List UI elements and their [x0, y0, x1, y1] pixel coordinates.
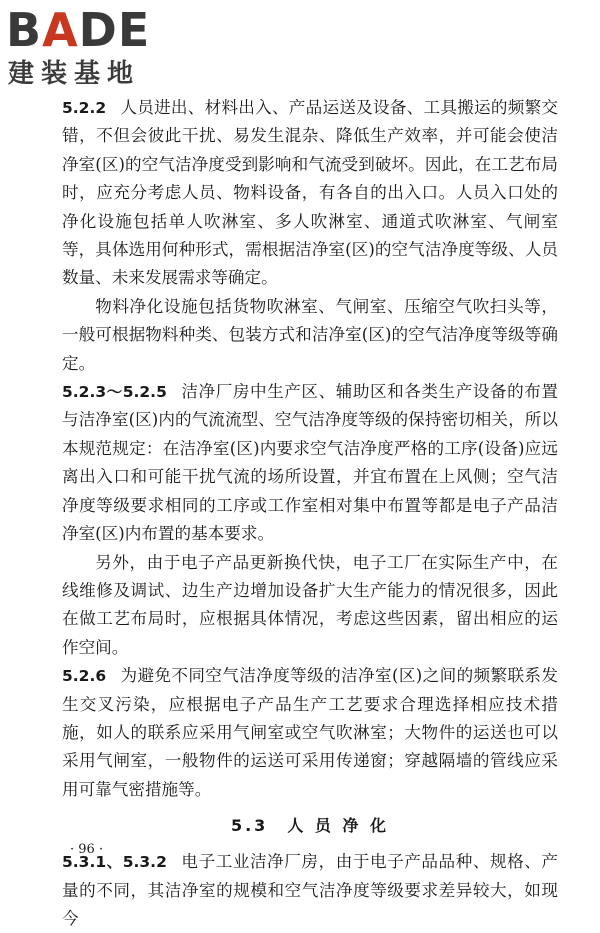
bade-logo: [6, 4, 176, 90]
clause-5-2-2: [62, 94, 558, 293]
paragraph-additional: [62, 549, 558, 663]
clause-text: 洁净厂房中生产区、辅助区和各类生产设备的布置与洁净室(区)内的气流流型、空气洁净度等级的保持密切相关，所以本规范规定：在洁净室(区)内要求空气洁净度严格的工序(设备)应远离出入口和可能干扰气流的场所设置，并宜布置在上风侧；空气洁净度等级要求相同的工序或工作室相对集中布置等都是电子产品洁净室(区)内布置的基本要求。: [62, 382, 559, 544]
clause-5-2-6: [62, 662, 558, 804]
logo-wordmark: [6, 4, 176, 56]
clause-5-3-1: [62, 848, 558, 933]
paragraph-text: 物料净化设施包括货物吹淋室、气闸室、压缩空气吹扫头等，一般可根据物料种类、包装方式和洁净室(区)的空气洁净度等级等确定。: [62, 296, 558, 373]
clause-number: 5.2.2: [62, 99, 107, 117]
clause-text: 为避免不同空气洁净度等级的洁净室(区)之间的频繁联系发生交叉污染，应根据电子产品生产工艺要求合理选择相应技术措施，如人的联系应采用气闸室或空气吹淋室；大物件的运送也可以采用气闸室，一般物件的运送可采用传递窗；穿越隔墙的管线应采用可靠气密措施等。: [62, 666, 558, 799]
clause-text: 电子工业洁净厂房，由于电子产品品种、规格、产量的不同，其洁净室的规模和空气洁净度等级要求差异较大，如现今: [62, 852, 559, 928]
clause-5-2-3-5: [62, 378, 558, 548]
paragraph-text: 另外，由于电子产品更新换代快，电子工厂在实际生产中，在线维修及调试、边生产边增加设备扩大生产能力的情况很多，因此在做工艺布局时，应根据具体情况，考虑这些因素，留出相应的运作空间。: [62, 552, 558, 657]
paragraph-material: [62, 293, 558, 378]
clause-text: 人员进出、材料出入、产品运送及设备、工具搬运的频繁交错，不但会彼此干扰、易发生混杂、降低生产效率，并可能会使洁净室(区)的空气洁净度受到影响和气流受到破坏。因此，在工艺布局时，应充分考虑人员、物料设备，有各自的出入口。人员入口处的净化设施包括单人吹淋室、多人吹淋室、通道式吹淋室、气闸室等，具体选用何种形式，需根据洁净室(区)的空气洁净度等级、人员数量、未来发展需求等确定。: [62, 98, 558, 288]
page-number: · 96 ·: [70, 842, 104, 857]
logo-letter-b: B: [6, 3, 43, 57]
page-body: [62, 94, 558, 933]
logo-letters-de: DE: [78, 3, 151, 57]
clause-number: 5.2.3～5.2.5: [62, 383, 167, 402]
logo-letter-a: A: [42, 3, 79, 57]
clause-number: 5.2.6: [62, 667, 107, 686]
section-heading: 5.3 人 员 净 化: [230, 816, 390, 836]
logo-subtitle: 建装基地: [8, 59, 141, 89]
clause-number: 5.3.1、5.3.2: [62, 853, 167, 872]
